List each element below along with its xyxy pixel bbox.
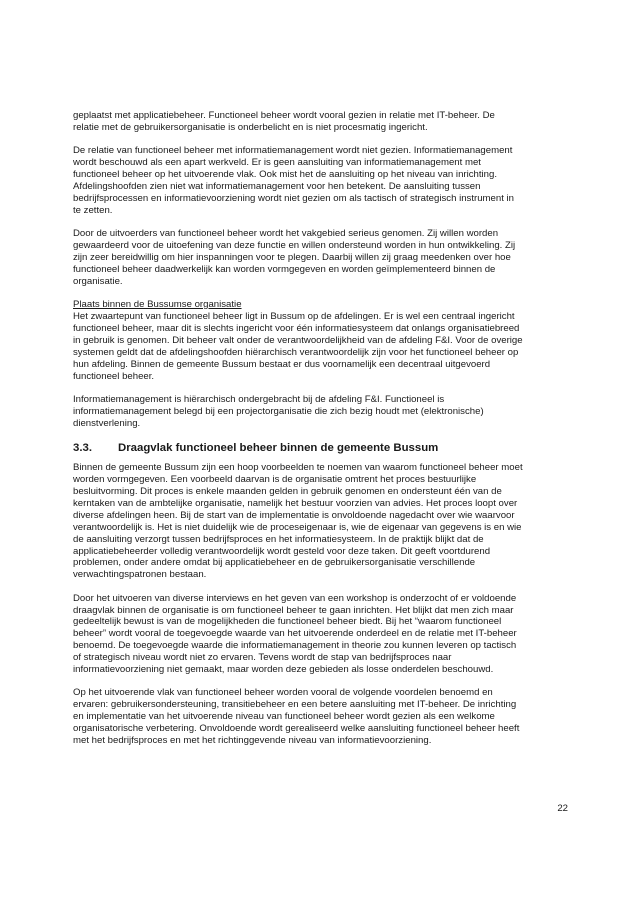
text-line: gedeeltelijk bewust is van de mogelijkheden die functioneel beheer biedt. Bij het “waarom functioneel [73, 616, 502, 628]
text-line: informatievoorziening niet gemaakt, maar worden deze gebieden als losse onderdelen beschouwd. [73, 664, 494, 676]
text-line: systemen geldt dat de afdelingshoofden hiërarchisch verantwoordelijk zijn voor het functioneel beheer op [73, 346, 519, 358]
text-line: Op het uitvoerende vlak van functioneel beheer worden vooral de volgende voordelen benoemd en [73, 687, 493, 699]
section-title: Draagvlak functioneel beheer binnen de gemeente Bussum [118, 441, 439, 454]
text-line: Informatiemanagement is hiërarchisch ondergebracht bij de afdeling F&I. Functioneel is [73, 393, 445, 405]
text-line: beheer” wordt vooral de toegevoegde waarde van het uitvoerende onderdeel en de relatie met IT-beheer [73, 628, 517, 640]
text-line: de aansluiting verzorgt tussen bedrijfsproces en het informatiesysteem. In de praktijk blijkt dat de [73, 533, 484, 545]
text-line: of strategisch niveau wordt niet zo ervaren. Tevens wordt de stap van bedrijfsproces naar [73, 652, 452, 664]
text-line: benoemd. De toegevoegde waarde die informatiemanagement in theorie zou kunnen leveren op tactisch [73, 640, 517, 652]
page-number: 22 [557, 803, 568, 814]
paragraph [73, 228, 569, 288]
text-line: relatie met de gebruikersorganisatie is onderbelicht en is niet procesmatig ingericht. [73, 121, 428, 133]
paragraph [73, 687, 569, 747]
text-line: functioneel beheer. [73, 370, 155, 382]
section-number: 3.3. [73, 441, 92, 454]
text-line: organisatie. [73, 275, 123, 287]
paragraph [73, 110, 569, 134]
text-line: geplaatst met applicatiebeheer. Functioneel beheer wordt vooral gezien in relatie met IT-beheer. De [73, 110, 495, 121]
text-line: wordt beschouwd als een apart werkveld. Er is geen aansluiting van informatiemanagement met [73, 157, 481, 169]
text-line: De relatie van functioneel beheer met informatiemanagement wordt niet gezien. Informatiemanagement [73, 145, 513, 157]
text-line: te zetten. [73, 204, 113, 216]
text-line: Binnen de gemeente Bussum zijn een hoop voorbeelden te noemen van waarom functioneel beheer moet [73, 461, 523, 473]
text-line: diverse afdelingen heen. Bij de start van de implementatie is onvoldoende nagedacht over wie waarvoor [73, 509, 515, 521]
text-line: Door de uitvoerders van functioneel beheer wordt het vakgebied serieus genomen. Zij willen worden [73, 228, 499, 239]
text-line: in gebruik is genomen. Dit beheer valt onder de verantwoordelijkheid van de afdeling F&I. Voor de overige [73, 334, 523, 346]
paragraph [73, 593, 569, 677]
intro-section [73, 110, 569, 288]
text-line: Door het uitvoeren van diverse interviews en het geven van een workshop is onderzocht of er voldoende [73, 592, 517, 604]
text-line: hun afdeling. Binnen de gemeente Bussum bestaat er dus voornamelijk een decentraal uitgevoerd [73, 358, 491, 370]
text-line: met het bedrijfsproces en met het richtinggevende niveau van informatievoorziening. [73, 735, 432, 747]
subheading: Plaats binnen de Bussumse organisatie [73, 298, 242, 310]
section-heading [73, 441, 569, 455]
paragraph [73, 394, 569, 430]
text-line: kerntaken van de ambtelijke organisatie, namelijk het bestuur voorzien van advies. Het proces loopt over [73, 497, 518, 509]
text-line: zijn zeer bereidwillig om hier inspanningen voor te plegen. Daarbij willen zij graag meedenken over hoe [73, 251, 511, 263]
text-line: functioneel beheer daadwerkelijk kan worden vormgegeven en worden geïmplementeerd binnen de [73, 263, 496, 275]
text-line: functioneel beheer op het uitvoerende vlak. Ook mist het de aansluiting op het niveau van inrichting. [73, 169, 497, 180]
paragraph [73, 462, 569, 582]
text-line: ervaren: gebruikersondersteuning, transitiebeheer en een betere aansluiting met IT-beheer. De inrichting [73, 699, 517, 711]
text-line: Het zwaartepunt van functioneel beheer ligt in Bussum op de afdelingen. Er is wel een centraal ingericht [73, 310, 515, 322]
text-line: worden vormgegeven. Een voorbeeld daarvan is de organisatie omtrent het proces bestuurlijke [73, 473, 477, 485]
text-line: bedrijfsprocessen en informatievoorziening wordt niet gezien om als tactisch of strategisch instrument in [73, 192, 514, 204]
draagvlak-section [73, 462, 569, 747]
text-line: dienstverlening. [73, 417, 141, 429]
organisation-section [73, 299, 569, 383]
text-line: en implementatie van het uitvoerende niveau van functioneel beheer wordt gezien als een welkome [73, 711, 495, 723]
text-line: gewaardeerd voor de uitoefening van deze functie en willen ondersteund worden in hun ontwikkeling. Zij [73, 239, 516, 251]
organisation-paragraph [73, 311, 569, 383]
text-line: informatiemanagement belegd bij een projectorganisatie die zich bezig houdt met (elektronische) [73, 405, 484, 417]
text-line: draagvlak binnen de organisatie is om functioneel beheer te gaan inrichten. Het blijkt dat men zich maar [73, 604, 514, 616]
text-line: applicatiebeheerder volledig verantwoordelijk wordt gesteld voor deze taken. Dit geeft voortdurend [73, 545, 491, 557]
text-line: verantwoordelijk is. Het is niet duidelijk wie de proceseigenaar is, wie de eigenaar van gegevens is en wie [73, 521, 522, 533]
text-line: functioneel beheer, maar dit is slechts ingericht voor één informatiesysteem dat onlangs organisatiebreed [73, 322, 520, 334]
text-line: organisatorische verbetering. Onvoldoende wordt gerealiseerd welke aansluiting functioneel beheer heeft [73, 723, 520, 735]
text-line: Afdelingshoofden zien niet wat informatiemanagement voor hen betekent. De aansluiting tussen [73, 180, 481, 192]
page-body [73, 110, 569, 758]
text-line: besluitvorming. Dit proces is enkele maanden gelden in gebruik genomen en ondersteunt één van de [73, 485, 502, 497]
text-line: problemen, onder andere omdat bij applicatiebeheer en de gebruikersorganisatie verschillende [73, 557, 476, 569]
paragraph [73, 145, 569, 217]
text-line: verwachtingspatronen bestaan. [73, 569, 207, 581]
informatiemanagement-section [73, 394, 569, 430]
